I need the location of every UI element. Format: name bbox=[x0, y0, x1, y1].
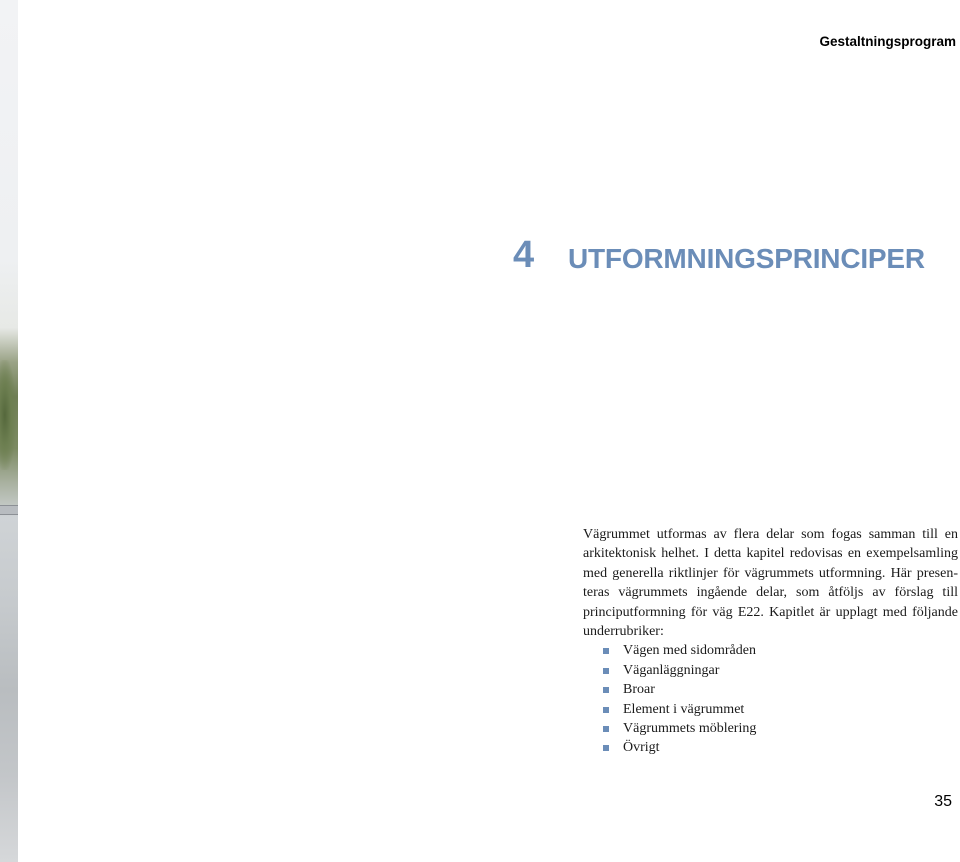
guardrail-image-fragment bbox=[0, 505, 18, 515]
square-bullet-icon bbox=[603, 726, 609, 732]
intro-paragraph: Vägrummet utformas av flera delar som fogas samman till en arkitektonisk helhet. I detta kapitel redovisas en exempelsamling med generella riktlinjer för vägrummets utformning. Här presenteras vägrummets ingående delar, som åtföljs av förslag till principutformning för väg E22. Kapitlet är upplagt med följande underrubriker: bbox=[583, 527, 958, 640]
list-item bbox=[603, 641, 958, 660]
square-bullet-icon bbox=[603, 745, 609, 751]
road-photo-strip bbox=[0, 0, 18, 862]
chapter-number: 4 bbox=[513, 234, 535, 276]
list-item bbox=[603, 680, 958, 699]
list-item-label: Vägrummets möblering bbox=[623, 721, 757, 737]
list-item bbox=[603, 719, 958, 738]
list-item-label: Väganläggningar bbox=[623, 662, 720, 678]
square-bullet-icon bbox=[603, 707, 609, 713]
subheading-list bbox=[603, 641, 958, 757]
body-text bbox=[583, 525, 958, 758]
tree-image-fragment bbox=[0, 360, 16, 470]
chapter-title: UTFORMNINGSPRINCIPER bbox=[568, 243, 925, 274]
list-item-label: Vägen med sidområden bbox=[623, 643, 756, 659]
list-item bbox=[603, 661, 958, 680]
square-bullet-icon bbox=[603, 687, 609, 693]
running-head: Gestaltningsprogram bbox=[819, 34, 956, 49]
square-bullet-icon bbox=[603, 648, 609, 654]
chapter-heading bbox=[513, 232, 958, 282]
page-number: 35 bbox=[934, 793, 952, 810]
list-item-label: Övrigt bbox=[623, 740, 660, 756]
square-bullet-icon bbox=[603, 668, 609, 674]
list-item-label: Element i vägrummet bbox=[623, 701, 745, 717]
list-item bbox=[603, 738, 958, 757]
list-item-label: Broar bbox=[623, 682, 655, 698]
list-item bbox=[603, 700, 958, 719]
